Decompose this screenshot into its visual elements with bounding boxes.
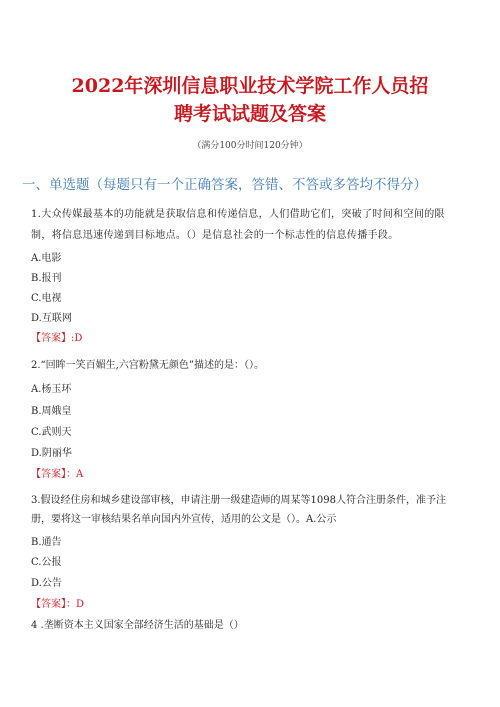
exam-score-time: （满分100分时间120分钟）: [192, 141, 308, 151]
question-3-stem-line-2: 册，要将这一审核结果名单向国内外宣传，适用的公文是（）。A.公示: [31, 514, 337, 525]
question-2-option-c: C.武则天: [31, 427, 72, 438]
document-title-line-1: 2022年深圳信息职业技术学院工作人员招: [71, 75, 429, 97]
question-2-answer: 【答案】：A: [31, 469, 84, 480]
question-2-option-a: A.杨玉环: [31, 384, 72, 395]
question-2-option-b: B.周娥皇: [31, 406, 72, 417]
question-1-stem-line-2: 制，将信息迅速传递到目标地点。（）是信息社会的一个标志性的信息传播手段。: [31, 230, 399, 241]
question-4-stem: 4 .垄断资本主义国家全部经济生活的基础是（）: [31, 620, 244, 631]
question-2-stem: 2.“回眸一笑百媚生,六宫粉黛无颜色”描述的是：（）。: [31, 360, 264, 371]
question-1-answer: 【答案】:D: [31, 333, 83, 344]
question-3-stem-line-1: 3.假设经住房和城乡建设部审核，申请注册一级建造师的周某等1098人符合注册条件，准予注: [31, 495, 446, 506]
question-3-option-b: B.通告: [31, 537, 62, 548]
question-1-option-a: A.电影: [31, 253, 62, 264]
question-3-option-d: D.公告: [31, 578, 62, 589]
question-1-option-c: C.电视: [31, 293, 62, 304]
document-title-line-2: 聘考试试题及答案: [173, 103, 326, 125]
section-heading-single-choice: 一、单选题（每题只有一个正确答案，答错、不答或多答均不得分）: [22, 177, 427, 193]
question-2-option-d: D.阴丽华: [31, 448, 72, 459]
question-1-stem-line-1: 1.大众传媒最基本的功能就是获取信息和传递信息，人们借助它们，突破了时间和空间的限: [31, 209, 445, 220]
question-3-answer: 【答案】：D: [31, 599, 85, 610]
question-1-option-b: B.报刊: [31, 273, 62, 284]
question-1-option-d: D.互联网: [31, 313, 72, 324]
question-3-option-c: C.公报: [31, 557, 62, 568]
